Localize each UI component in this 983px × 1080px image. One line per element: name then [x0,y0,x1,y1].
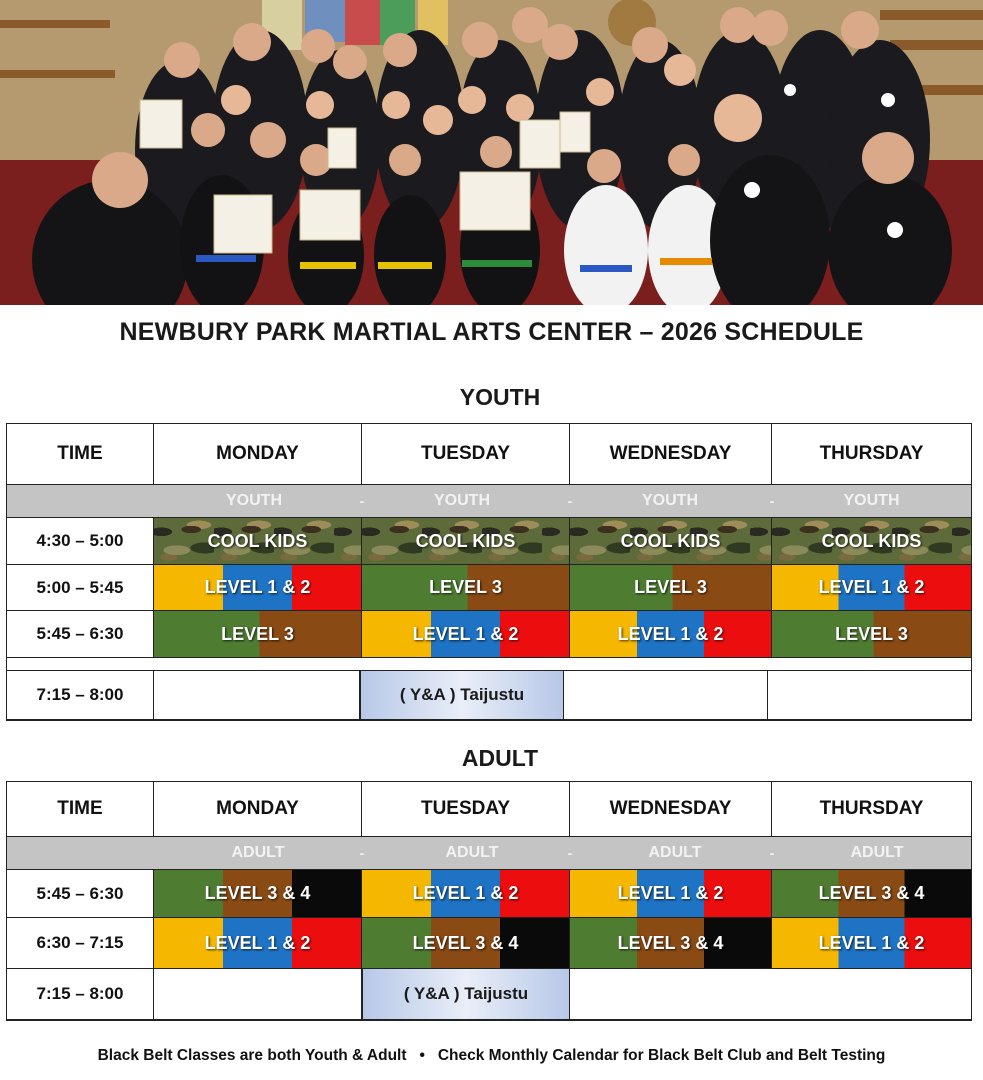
band-label: ADULT [445,844,499,861]
header-tuesday: TUESDAY [362,424,570,484]
adult-header-row [7,782,971,837]
time-cell: 5:00 – 5:45 [7,565,154,610]
youth-header-row [7,424,971,485]
header-thursday: THURSDAY [819,798,924,819]
row-spacer [7,658,971,671]
time-cell: 4:30 – 5:00 [7,518,154,564]
empty-slot [154,969,362,1019]
band-label: YOUTH [843,492,900,509]
header-monday: MONDAY [154,782,362,836]
class-cell: LEVEL 1 & 2 [154,565,362,610]
header-wednesday: WEDNESDAY [570,424,772,484]
time-cell: 5:45 – 6:30 [7,611,154,657]
class-cell: LEVEL 1 & 2 [570,611,772,657]
class-cell: LEVEL 1 & 2 [362,611,570,657]
band-separator: - [359,493,365,509]
empty-slot [768,671,971,719]
band-label: ADULT [850,844,904,861]
footer-left-text: Black Belt Classes are both Youth & Adult [97,1047,407,1064]
header-tuesday: TUESDAY [362,782,570,836]
class-cell: LEVEL 3 & 4 [772,870,971,917]
schedule-row [7,918,971,969]
bullet-separator: • [419,1047,425,1064]
class-cell: COOL KIDS [570,518,772,564]
class-cell: LEVEL 3 & 4 [362,918,570,968]
schedule-row [7,565,971,611]
schedule-row [7,969,971,1020]
time-cell: 6:30 – 7:15 [7,918,154,968]
class-cell: LEVEL 3 & 4 [154,870,362,917]
group-photo-illustration [0,0,983,305]
band-label: YOUTH [434,492,490,509]
time-cell: 7:15 – 8:00 [7,969,154,1019]
adult-schedule-table [6,781,972,1021]
youth-band-row [7,485,971,518]
youth-heading: YOUTH [459,384,541,410]
class-cell: LEVEL 3 [362,565,570,610]
time-cell: 5:45 – 6:30 [7,870,154,917]
class-cell: LEVEL 3 & 4 [570,918,772,968]
adult-heading: ADULT [461,745,539,771]
class-cell-taijutsu: ( Y&A ) Taijustu [360,671,564,719]
class-cell: LEVEL 3 [154,611,362,657]
empty-slot [564,671,768,719]
empty-slot [154,671,360,719]
band-separator: - [769,845,775,861]
youth-schedule-table [6,423,972,721]
group-photo [0,0,983,305]
header-thursday: THURSDAY [819,443,924,464]
class-cell: LEVEL 1 & 2 [570,870,772,917]
footer-note [0,1047,983,1065]
band-separator: - [567,845,573,861]
band-separator: - [567,493,573,509]
schedule-row [7,671,971,720]
band-label: ADULT [231,844,285,861]
schedule-row [7,518,971,565]
class-cell: COOL KIDS [772,518,971,564]
class-cell: LEVEL 3 [772,611,971,657]
header-monday: MONDAY [154,424,362,484]
band-label: ADULT [648,844,702,861]
class-cell: LEVEL 1 & 2 [772,918,971,968]
class-cell: LEVEL 3 [570,565,772,610]
page-title: NEWBURY PARK MARTIAL ARTS CENTER – 2026 SCHEDULE [119,318,864,346]
header-wednesday: WEDNESDAY [570,782,772,836]
band-separator: - [769,493,775,509]
class-cell: COOL KIDS [362,518,570,564]
footer-right-text: Check Monthly Calendar for Black Belt Club and Belt Testing [437,1047,886,1064]
header-time: TIME [7,424,154,484]
schedule-row [7,611,971,658]
adult-band-row [7,837,971,870]
band-label: YOUTH [226,492,282,509]
class-cell: LEVEL 1 & 2 [362,870,570,917]
schedule-row [7,870,971,918]
class-cell: LEVEL 1 & 2 [154,918,362,968]
band-separator: - [359,845,365,861]
empty-slot [570,969,971,1019]
time-cell: 7:15 – 8:00 [7,671,154,719]
band-label: YOUTH [642,492,698,509]
header-time: TIME [7,782,154,836]
class-cell: COOL KIDS [154,518,362,564]
class-cell-taijutsu: ( Y&A ) Taijustu [362,969,570,1019]
class-cell: LEVEL 1 & 2 [772,565,971,610]
